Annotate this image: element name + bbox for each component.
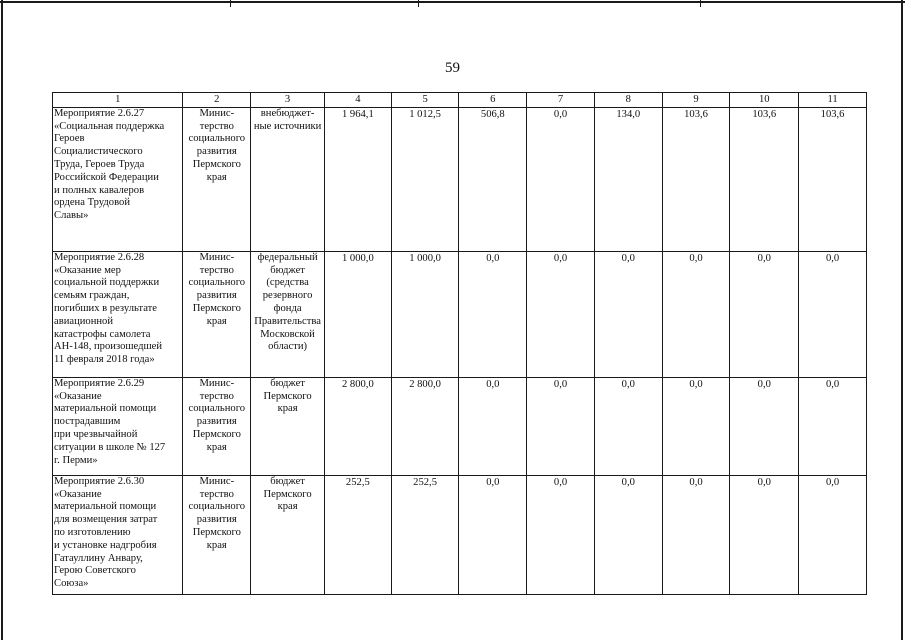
- text-line: края: [206, 441, 227, 453]
- text-line: Социалистического: [54, 146, 143, 158]
- value-cell: 0,0: [662, 251, 730, 377]
- value-cell: 1 012,5: [391, 107, 459, 251]
- executor-cell: [183, 251, 251, 377]
- text-line: Российской Федерации: [54, 171, 159, 183]
- column-number: 4: [324, 93, 391, 108]
- scan-border-tick: [230, 0, 231, 7]
- text-line: Мероприятие 2.6.27: [54, 107, 145, 119]
- funding-source-cell: [251, 251, 325, 377]
- table-row: [53, 377, 867, 475]
- text-line: социальной поддержки: [54, 277, 160, 289]
- measure-cell: [53, 107, 183, 251]
- column-number: 8: [594, 93, 662, 108]
- measure-cell: [53, 475, 183, 594]
- text-line: Мероприятие 2.6.29: [54, 377, 145, 389]
- text-line: Пермского: [192, 428, 241, 440]
- text-line: Пермского: [192, 158, 241, 170]
- text-line: края: [277, 501, 298, 513]
- executor-cell: [183, 475, 251, 594]
- text-line: АН-148, произошедшей: [54, 341, 163, 353]
- value-cell: 1 000,0: [391, 251, 459, 377]
- measure-cell: [53, 377, 183, 475]
- text-line: бюджет: [270, 475, 305, 487]
- text-line: пострадавшим: [54, 416, 121, 428]
- scan-border-top: [0, 1, 905, 3]
- scan-border-tick: [418, 0, 419, 7]
- value-cell: 0,0: [799, 251, 867, 377]
- text-line: «Социальная поддержка: [54, 120, 165, 132]
- text-line: Минис-: [199, 377, 235, 389]
- value-cell: 0,0: [527, 475, 595, 594]
- text-line: Правительства: [254, 315, 321, 327]
- text-line: материальной помощи: [54, 403, 157, 415]
- text-line: терство: [199, 390, 234, 402]
- value-cell: 1 964,1: [324, 107, 391, 251]
- text-line: ные источники: [253, 120, 322, 132]
- text-line: Союза»: [54, 578, 89, 590]
- text-line: ордена Трудовой: [54, 197, 131, 209]
- value-cell: 0,0: [799, 377, 867, 475]
- text-line: Пермского: [263, 390, 312, 402]
- text-line: ситуации в школе № 127: [54, 441, 166, 453]
- text-line: семьям граждан,: [54, 290, 130, 302]
- text-line: для возмещения затрат: [54, 514, 158, 526]
- value-cell: 0,0: [459, 251, 527, 377]
- text-line: «Оказание: [54, 390, 102, 402]
- value-cell: 252,5: [391, 475, 459, 594]
- text-line: терство: [199, 264, 234, 276]
- text-line: погибших в результате: [54, 302, 157, 314]
- text-line: бюджет: [270, 377, 305, 389]
- text-line: «Оказание мер: [54, 264, 121, 276]
- budget-table: [52, 92, 867, 595]
- measure-cell: [53, 251, 183, 377]
- text-line: по изготовлению: [54, 526, 131, 538]
- value-cell: 0,0: [594, 475, 662, 594]
- value-cell: 134,0: [594, 107, 662, 251]
- column-number: 5: [391, 93, 459, 108]
- scan-border-left: [1, 0, 3, 640]
- column-number-row: [53, 93, 867, 108]
- text-line: развития: [196, 290, 237, 302]
- column-number: 2: [183, 93, 251, 108]
- text-line: и установке надгробия: [54, 539, 157, 551]
- text-line: (средства: [266, 277, 309, 289]
- text-line: области): [268, 341, 308, 353]
- value-cell: 1 000,0: [324, 251, 391, 377]
- column-number: 11: [799, 93, 867, 108]
- text-line: Московской: [260, 328, 315, 340]
- text-line: Пермского: [192, 302, 241, 314]
- page-number: 59: [445, 60, 460, 76]
- value-cell: 103,6: [662, 107, 730, 251]
- text-line: края: [277, 403, 298, 415]
- text-line: социального: [188, 501, 246, 513]
- text-line: авиационной: [54, 315, 114, 327]
- text-line: при чрезвычайной: [54, 428, 138, 440]
- text-line: 11 февраля 2018 года»: [54, 354, 155, 366]
- column-number: 6: [459, 93, 527, 108]
- value-cell: 0,0: [527, 107, 595, 251]
- text-line: развития: [196, 146, 237, 158]
- text-line: Минис-: [199, 107, 235, 119]
- scan-border-right: [901, 0, 903, 640]
- text-line: Славы»: [54, 210, 89, 222]
- value-cell: 0,0: [527, 377, 595, 475]
- text-line: социального: [188, 133, 246, 145]
- text-line: края: [206, 171, 227, 183]
- text-line: Мероприятие 2.6.30: [54, 475, 145, 487]
- value-cell: 103,6: [799, 107, 867, 251]
- text-line: Пермского: [263, 488, 312, 500]
- column-number: 10: [730, 93, 799, 108]
- text-line: материальной помощи: [54, 501, 157, 513]
- text-line: Мероприятие 2.6.28: [54, 251, 145, 263]
- text-line: г. Перми»: [54, 454, 98, 466]
- text-line: внебюджет-: [260, 107, 315, 119]
- value-cell: 0,0: [730, 251, 799, 377]
- value-cell: 0,0: [527, 251, 595, 377]
- executor-cell: [183, 377, 251, 475]
- table-row: [53, 107, 867, 251]
- value-cell: 0,0: [594, 251, 662, 377]
- value-cell: 0,0: [799, 475, 867, 594]
- column-number: 9: [662, 93, 730, 108]
- text-line: социального: [188, 403, 246, 415]
- value-cell: 2 800,0: [391, 377, 459, 475]
- text-line: Труда, Героев Труда: [54, 158, 145, 170]
- column-number: 3: [251, 93, 325, 108]
- text-line: фонда: [273, 302, 302, 314]
- scan-border-tick: [700, 0, 701, 7]
- funding-source-cell: [251, 377, 325, 475]
- text-line: социального: [188, 277, 246, 289]
- text-line: развития: [196, 514, 237, 526]
- value-cell: 252,5: [324, 475, 391, 594]
- value-cell: 0,0: [459, 475, 527, 594]
- text-line: края: [206, 539, 227, 551]
- text-line: Минис-: [199, 475, 235, 487]
- text-line: развития: [196, 416, 237, 428]
- value-cell: 506,8: [459, 107, 527, 251]
- text-line: Героев: [54, 133, 85, 145]
- value-cell: 0,0: [594, 377, 662, 475]
- value-cell: 0,0: [662, 377, 730, 475]
- text-line: Минис-: [199, 251, 235, 263]
- value-cell: 0,0: [730, 475, 799, 594]
- text-line: «Оказание: [54, 488, 102, 500]
- text-line: края: [206, 315, 227, 327]
- text-line: терство: [199, 120, 234, 132]
- table-row: [53, 475, 867, 594]
- text-line: и полных кавалеров: [54, 184, 145, 196]
- executor-cell: [183, 107, 251, 251]
- text-line: терство: [199, 488, 234, 500]
- text-line: федеральный: [257, 251, 318, 263]
- text-line: Герою Советского: [54, 565, 136, 577]
- column-number: 7: [527, 93, 595, 108]
- value-cell: 103,6: [730, 107, 799, 251]
- value-cell: 0,0: [459, 377, 527, 475]
- value-cell: 0,0: [662, 475, 730, 594]
- funding-source-cell: [251, 475, 325, 594]
- text-line: бюджет: [270, 264, 305, 276]
- column-number: 1: [53, 93, 183, 108]
- text-line: катастрофы самолета: [54, 328, 151, 340]
- table-row: [53, 251, 867, 377]
- value-cell: 0,0: [730, 377, 799, 475]
- value-cell: 2 800,0: [324, 377, 391, 475]
- text-line: Пермского: [192, 526, 241, 538]
- text-line: Гатауллину Анвару,: [54, 552, 143, 564]
- text-line: резервного: [262, 290, 313, 302]
- funding-source-cell: [251, 107, 325, 251]
